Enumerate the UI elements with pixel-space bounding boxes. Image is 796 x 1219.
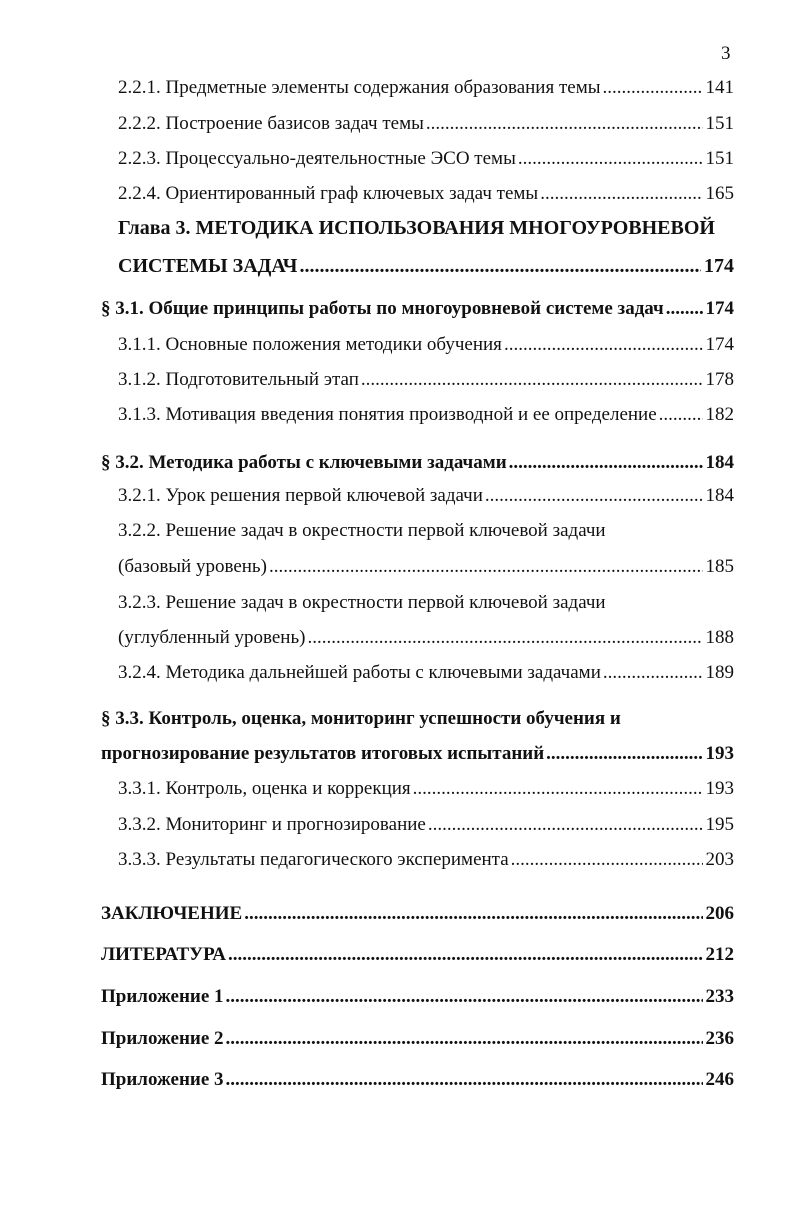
toc-entry-title: 3.1.3. Мотивация введения понятия производной и ее определение [118,404,657,425]
dot-leader [540,182,702,206]
dot-leader [518,147,703,171]
toc-entry-title: 3.3.2. Мониторинг и прогнозирование [118,814,426,835]
toc-entry-title: § 3.3. Контроль, оценка, мониторинг успешности обучения и [101,708,621,729]
toc-entry-title: 2.2.1. Предметные элементы содержания образования темы [118,77,601,98]
toc-entry-title: ЛИТЕРАТУРА [101,944,227,965]
toc-entry-title: Приложение 3 [101,1069,224,1090]
toc-entry-3-1-3 [118,403,734,427]
toc-entry-page: 246 [705,1069,734,1090]
toc-entry-page: 141 [705,77,734,98]
toc-entry-title: Глава 3. МЕТОДИКА ИСПОЛЬЗОВАНИЯ МНОГОУРОВНЕВОЙ [118,217,715,239]
dot-leader [361,368,703,392]
dot-leader [226,1068,703,1092]
toc-entry-page: 174 [704,255,734,277]
toc-entry-3-2-2-line1 [118,519,734,543]
dot-leader [299,254,701,278]
toc-entry-2-2-4 [118,182,734,206]
toc-chapter-3-line1 [118,216,734,240]
toc-entry-page: 184 [705,485,734,506]
toc-entry-title: Приложение 2 [101,1028,224,1049]
toc-entry-3-2-3-line2 [118,626,734,650]
toc-entry-page: 188 [705,627,734,648]
toc-entry-title: 3.1.1. Основные положения методики обучения [118,334,502,355]
toc-entry-page: 174 [705,298,734,319]
dot-leader [307,626,702,650]
toc-entry-page: 174 [705,334,734,355]
toc-entry-title: (базовый уровень) [118,556,267,577]
toc-entry-title: 3.2.3. Решение задач в окрестности первой ключевой задачи [118,592,606,613]
toc-entry-title: 3.2.1. Урок решения первой ключевой задачи [118,485,483,506]
dot-leader [226,1027,703,1051]
toc-entry-title: (углубленный уровень) [118,627,306,648]
toc-chapter-3-line2 [118,254,734,278]
toc-entry-3-2-1 [118,484,734,508]
dot-leader [413,777,703,801]
toc-entry-page: 189 [705,662,734,683]
toc-literature [101,943,734,967]
dot-leader [269,555,703,579]
toc-entry-page: 212 [705,944,734,965]
toc-entry-title: 2.2.4. Ориентированный граф ключевых задач темы [118,183,539,204]
toc-entry-title: 3.1.2. Подготовительный этап [118,369,359,390]
toc-entry-title: 3.2.4. Методика дальнейшей работы с ключевыми задачами [118,662,601,683]
toc-entry-page: 206 [705,903,734,924]
dot-leader [603,661,703,685]
toc-entry-2-2-2 [118,112,734,136]
dot-leader [485,484,703,508]
toc-entry-title: 2.2.2. Построение базисов задач темы [118,113,424,134]
toc-entry-page: 203 [705,849,734,870]
toc-entry-page: 195 [705,814,734,835]
toc-appendix-1 [101,985,734,1009]
toc-entry-3-2-4 [118,661,734,685]
toc-paragraph-3-1 [101,297,734,321]
toc-entry-page: 165 [705,183,734,204]
toc-entry-title: 2.2.3. Процессуально-деятельностные ЭСО темы [118,148,516,169]
dot-leader [226,985,703,1009]
toc-paragraph-3-2 [101,451,734,475]
toc-entry-title: прогнозирование результатов итоговых испытаний [101,743,545,764]
toc-entry-page: 236 [705,1028,734,1049]
dot-leader [511,848,703,872]
dot-leader [546,742,702,766]
toc-entry-title: Приложение 1 [101,986,224,1007]
dot-leader [509,451,703,475]
toc-entry-3-2-2-line2 [118,555,734,579]
toc-appendix-2 [101,1027,734,1051]
toc-entry-2-2-3 [118,147,734,171]
toc-entry-page: 151 [705,148,734,169]
toc-entry-page: 151 [705,113,734,134]
dot-leader [426,112,703,136]
dot-leader [504,333,703,357]
toc-entry-3-1-1 [118,333,734,357]
toc-entry-page: 193 [705,743,734,764]
toc-entry-title: СИСТЕМЫ ЗАДАЧ [118,255,298,277]
toc-entry-title: § 3.2. Методика работы с ключевыми задачами [101,452,507,473]
toc-entry-3-1-2 [118,368,734,392]
toc-entry-page: 185 [705,556,734,577]
toc-entry-3-3-1 [118,777,734,801]
toc-entry-3-3-2 [118,813,734,837]
dot-leader [603,76,703,100]
toc-entry-title: 3.2.2. Решение задач в окрестности первой ключевой задачи [118,520,606,541]
page-number: 3 [721,43,731,64]
dot-leader [666,297,703,321]
toc-entry-title: 3.3.3. Результаты педагогического эксперимента [118,849,509,870]
toc-entry-page: 182 [705,404,734,425]
toc-entry-title: ЗАКЛЮЧЕНИЕ [101,903,243,924]
toc-entry-2-2-1 [118,76,734,100]
toc-entry-page: 178 [705,369,734,390]
dot-leader [244,902,702,926]
toc-entry-page: 193 [705,778,734,799]
toc-paragraph-3-3-line2 [101,742,734,766]
dot-leader [228,943,702,967]
dot-leader [428,813,703,837]
toc-appendix-3 [101,1068,734,1092]
toc-conclusion [101,902,734,926]
toc-entry-page: 233 [705,986,734,1007]
toc-entry-page: 184 [705,452,734,473]
toc-entry-3-2-3-line1 [118,591,734,615]
toc-entry-title: § 3.1. Общие принципы работы по многоуровневой системе задач [101,298,664,319]
dot-leader [659,403,703,427]
toc-paragraph-3-3-line1 [101,707,734,731]
toc-entry-title: 3.3.1. Контроль, оценка и коррекция [118,778,411,799]
toc-entry-3-3-3 [118,848,734,872]
